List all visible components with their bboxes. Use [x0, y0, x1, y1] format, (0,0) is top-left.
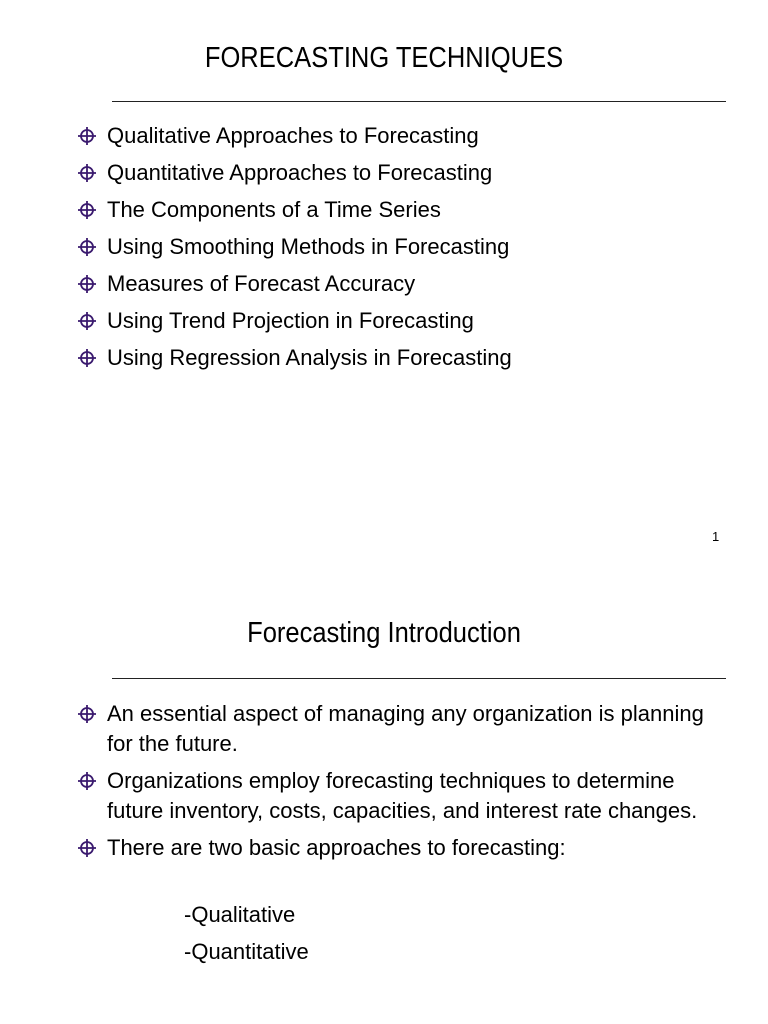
sub-item-qualitative: -Qualitative [184, 902, 296, 927]
bullet-text: The Components of a Time Series [107, 197, 441, 222]
bullet-item [76, 195, 728, 225]
title-divider [112, 678, 726, 679]
bullet-item [76, 232, 728, 262]
bullet-item [76, 121, 728, 151]
crosshair-bullet-icon [77, 237, 97, 257]
bullet-item [76, 766, 728, 826]
crosshair-bullet-icon [77, 274, 97, 294]
bullet-item [76, 833, 728, 863]
bullet-item [76, 343, 728, 373]
crosshair-bullet-icon [77, 126, 97, 146]
sub-item-quantitative: -Quantitative [184, 939, 309, 964]
crosshair-bullet-icon [77, 771, 97, 791]
bullet-item [76, 306, 728, 336]
crosshair-bullet-icon [77, 704, 97, 724]
slide-title: Forecasting Introduction [247, 617, 521, 649]
bullet-list [76, 699, 728, 870]
bullet-text: Using Trend Projection in Forecasting [107, 308, 474, 333]
bullet-text: Qualitative Approaches to Forecasting [107, 123, 479, 148]
slide-title: FORECASTING TECHNIQUES [204, 42, 564, 74]
bullet-text: An essential aspect of managing any organization is planning for the future. [107, 701, 704, 756]
crosshair-bullet-icon [77, 838, 97, 858]
crosshair-bullet-icon [77, 163, 97, 183]
bullet-text: Using Smoothing Methods in Forecasting [107, 234, 510, 259]
bullet-text: Organizations employ forecasting techniques to determine future inventory, costs, capacities, and interest rate changes. [107, 768, 698, 823]
bullet-text: Quantitative Approaches to Forecasting [107, 160, 493, 185]
bullet-text: There are two basic approaches to forecasting: [107, 835, 566, 860]
title-divider [112, 101, 726, 102]
crosshair-bullet-icon [77, 348, 97, 368]
bullet-text: Using Regression Analysis in Forecasting [107, 345, 512, 370]
crosshair-bullet-icon [77, 200, 97, 220]
slide-2 [0, 576, 768, 1024]
bullet-item [76, 158, 728, 188]
bullet-item [76, 699, 728, 759]
bullet-list [76, 121, 728, 380]
crosshair-bullet-icon [77, 311, 97, 331]
bullet-item [76, 269, 728, 299]
bullet-text: Measures of Forecast Accuracy [107, 271, 416, 296]
page-number: 1 [712, 529, 720, 544]
